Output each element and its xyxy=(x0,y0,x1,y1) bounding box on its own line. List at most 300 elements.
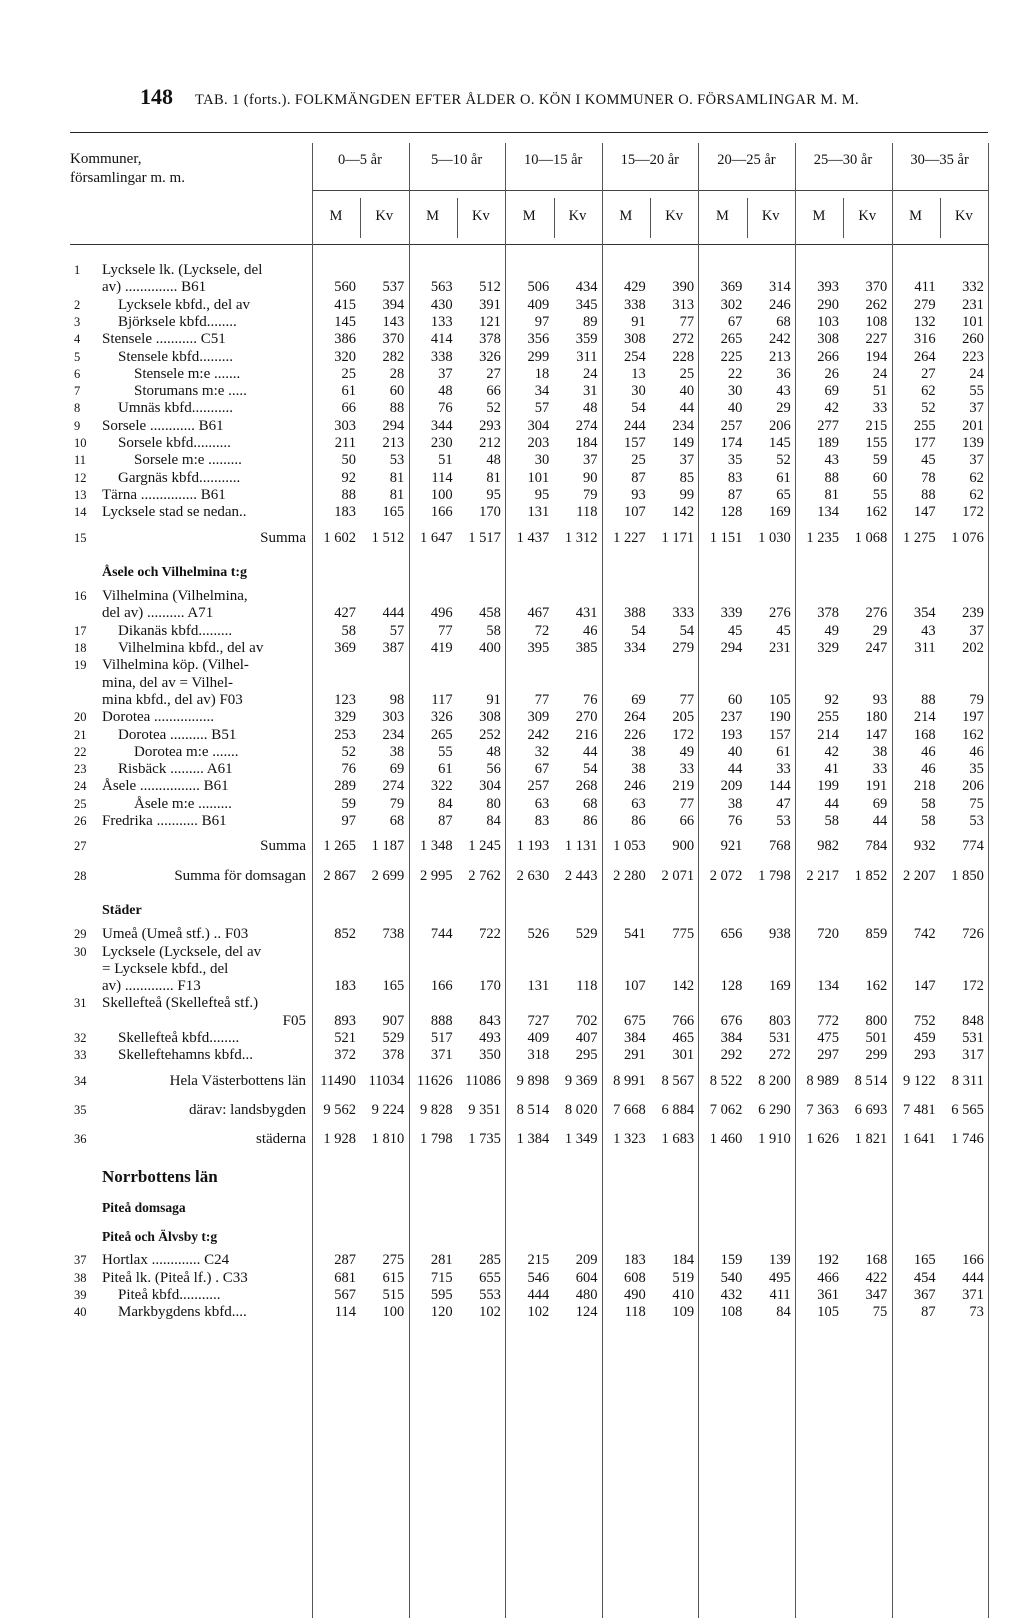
table-cell: 72 xyxy=(534,622,550,639)
table-cell: 79 xyxy=(583,486,598,503)
table-cell: 1 235 xyxy=(806,529,839,546)
table-cell: 180 xyxy=(865,709,888,726)
table-cell: 339 xyxy=(720,605,743,622)
table-cell: 308 xyxy=(624,331,646,348)
table-cell: 47 xyxy=(776,795,791,812)
row-label: Tärna ............... B61 xyxy=(102,486,226,503)
section-heading: Städer xyxy=(102,902,142,918)
table-cell: 265 xyxy=(430,726,453,743)
table-cell: 134 xyxy=(817,978,839,995)
table-cell: 287 xyxy=(334,1252,356,1269)
table-cell: 888 xyxy=(430,1012,453,1029)
table-cell: 168 xyxy=(865,1252,888,1269)
table-cell: 62 xyxy=(921,383,936,400)
table-cell: 266 xyxy=(817,348,839,365)
line-number: 4 xyxy=(74,332,81,347)
line-number: 34 xyxy=(74,1073,87,1088)
table-cell: 274 xyxy=(382,778,405,795)
table-cell: 86 xyxy=(583,813,598,829)
table-cell: 53 xyxy=(389,452,405,469)
table-cell: 33 xyxy=(679,761,695,778)
table-cell: 162 xyxy=(865,978,888,995)
table-cell: 2 867 xyxy=(323,867,356,884)
table-cell: 281 xyxy=(430,1252,453,1269)
table-cell: 147 xyxy=(865,726,888,743)
table-cell: 95 xyxy=(486,486,501,503)
table-cell: 45 xyxy=(921,452,936,469)
table-cell: 537 xyxy=(382,279,405,296)
line-number: 19 xyxy=(74,658,87,673)
sex-header: Kv xyxy=(665,208,683,224)
table-cell: 55 xyxy=(872,486,888,503)
line-number: 20 xyxy=(74,710,87,725)
table-cell: 56 xyxy=(486,761,501,778)
line-number: 29 xyxy=(74,927,87,942)
table-cell: 231 xyxy=(768,640,791,656)
table-cell: 893 xyxy=(334,1012,356,1029)
table-cell: 183 xyxy=(624,1252,646,1269)
table-cell: 223 xyxy=(962,348,984,365)
table-cell: 35 xyxy=(727,452,743,469)
table-cell: 168 xyxy=(913,726,936,743)
table-cell: 172 xyxy=(672,726,695,743)
sub-heading: Piteå och Älvsby t:g xyxy=(102,1229,218,1245)
table-cell: 274 xyxy=(575,417,598,434)
line-number: 23 xyxy=(74,762,87,777)
top-rule xyxy=(70,132,988,133)
table-cell: 302 xyxy=(720,296,743,313)
table-cell: 166 xyxy=(430,504,453,521)
table-cell: 76 xyxy=(583,691,598,708)
table-cell: 282 xyxy=(382,348,405,365)
table-cell: 128 xyxy=(720,504,743,521)
table-cell: 48 xyxy=(486,452,501,469)
table-cell: 720 xyxy=(817,926,839,943)
table-cell: 218 xyxy=(913,778,936,795)
table-cell: 118 xyxy=(576,978,598,995)
table-cell: 149 xyxy=(672,435,695,451)
table-cell: 9 224 xyxy=(371,1101,405,1118)
table-cell: 1 245 xyxy=(468,838,501,855)
table-cell: 69 xyxy=(824,383,839,400)
table-cell: 30 xyxy=(727,383,743,400)
table-cell: 303 xyxy=(334,417,356,434)
table-cell: 400 xyxy=(479,640,501,656)
table-cell: 356 xyxy=(527,331,550,348)
table-cell: 1 227 xyxy=(613,529,646,546)
table-cell: 75 xyxy=(872,1304,888,1321)
table-cell: 81 xyxy=(824,486,839,503)
table-cell: 108 xyxy=(865,313,888,330)
table-cell: 44 xyxy=(872,813,888,829)
table-cell: 93 xyxy=(872,691,888,708)
table-cell: 540 xyxy=(720,1269,743,1286)
table-cell: 53 xyxy=(969,813,984,829)
table-cell: 726 xyxy=(962,926,984,943)
table-cell: 244 xyxy=(624,417,646,434)
table-cell: 722 xyxy=(479,926,501,943)
table-cell: 211 xyxy=(334,435,356,451)
table-cell: 143 xyxy=(382,313,405,330)
table-cell: 68 xyxy=(389,813,405,829)
table-cell: 55 xyxy=(969,383,984,400)
table-cell: 290 xyxy=(817,296,839,313)
table-cell: 228 xyxy=(672,348,695,365)
table-cell: 98 xyxy=(389,691,405,708)
table-cell: 66 xyxy=(679,813,695,829)
table-cell: 900 xyxy=(672,838,695,855)
table-cell: 69 xyxy=(389,761,405,778)
table-cell: 702 xyxy=(575,1012,598,1029)
row-label: Åsele ................ B61 xyxy=(102,778,229,795)
table-cell: 409 xyxy=(527,1030,550,1046)
table-cell: 157 xyxy=(624,435,646,451)
line-number: 32 xyxy=(74,1031,87,1045)
table-cell: 63 xyxy=(534,795,550,812)
table-cell: 9 122 xyxy=(902,1072,936,1089)
table-cell: 675 xyxy=(624,1012,646,1029)
table-cell: 848 xyxy=(962,1012,984,1029)
table-cell: 46 xyxy=(969,743,984,760)
table-cell: 1 193 xyxy=(516,838,550,855)
table-cell: 427 xyxy=(334,605,356,622)
table-cell: 61 xyxy=(776,743,791,760)
table-cell: 681 xyxy=(334,1269,356,1286)
table-cell: 517 xyxy=(430,1030,453,1046)
table-cell: 118 xyxy=(576,504,598,521)
table-cell: 170 xyxy=(479,504,501,521)
table-cell: 409 xyxy=(527,296,550,313)
table-cell: 541 xyxy=(624,926,646,943)
table-cell: 255 xyxy=(817,709,839,726)
header-rule xyxy=(70,244,988,245)
sex-header: M xyxy=(619,208,633,224)
table-cell: 444 xyxy=(962,1269,984,1286)
table-cell: 174 xyxy=(720,435,743,451)
table-cell: 230 xyxy=(430,435,453,451)
table-cell: 162 xyxy=(962,726,984,743)
table-cell: 277 xyxy=(817,417,839,434)
table-cell: 320 xyxy=(334,348,356,365)
table-cell: 43 xyxy=(921,622,936,639)
row-label: Vilhelmina kbfd., del av xyxy=(118,640,264,656)
table-cell: 67 xyxy=(534,761,550,778)
table-cell: 252 xyxy=(479,726,501,743)
row-label: av) ............. F13 xyxy=(102,978,201,995)
line-number: 13 xyxy=(74,487,87,502)
table-cell: 27 xyxy=(486,365,501,382)
line-number: 7 xyxy=(74,384,81,399)
table-cell: 61 xyxy=(438,761,453,778)
line-number: 14 xyxy=(74,505,87,520)
table-cell: 101 xyxy=(527,469,550,486)
table-cell: 77 xyxy=(438,622,453,639)
table-cell: 291 xyxy=(624,1047,646,1064)
table-cell: 49 xyxy=(824,622,839,639)
table-cell: 415 xyxy=(334,296,356,313)
table-cell: 162 xyxy=(865,504,888,521)
table-cell: 316 xyxy=(913,331,936,348)
table-cell: 52 xyxy=(921,400,936,417)
table-cell: 76 xyxy=(438,400,453,417)
table-cell: 8 991 xyxy=(613,1072,646,1089)
table-cell: 30 xyxy=(631,383,646,400)
sex-header: M xyxy=(909,208,923,224)
table-cell: 907 xyxy=(382,1012,405,1029)
line-number: 11 xyxy=(74,453,87,468)
sex-header: M xyxy=(812,208,826,224)
table-cell: 1 821 xyxy=(854,1131,888,1148)
age-group-header: 10—15 år xyxy=(523,152,583,168)
row-label: Skelleftehamns kbfd... xyxy=(118,1047,253,1064)
table-cell: 295 xyxy=(575,1047,598,1064)
table-cell: 9 369 xyxy=(564,1072,598,1089)
table-cell: 361 xyxy=(817,1287,839,1303)
table-cell: 8 514 xyxy=(516,1101,550,1118)
table-cell: 1 349 xyxy=(564,1131,598,1148)
table-cell: 265 xyxy=(720,331,743,348)
line-number: 30 xyxy=(74,944,87,959)
table-cell: 9 562 xyxy=(323,1101,356,1118)
table-cell: 372 xyxy=(334,1047,356,1064)
table-cell: 1 187 xyxy=(371,838,405,855)
table-cell: 1 852 xyxy=(854,867,888,884)
table-cell: 25 xyxy=(631,452,646,469)
table-cell: 66 xyxy=(341,400,356,417)
row-label: Fredrika ........... B61 xyxy=(102,813,227,829)
line-number: 12 xyxy=(74,470,87,485)
table-cell: 79 xyxy=(389,795,405,812)
table-cell: 515 xyxy=(382,1287,405,1303)
table-cell: 768 xyxy=(768,838,791,855)
row-label: Sorsele m:e ......... xyxy=(134,452,242,469)
section-heading: Åsele och Vilhelmina t:g xyxy=(102,564,248,580)
table-cell: 370 xyxy=(865,279,888,296)
table-cell: 58 xyxy=(921,795,936,812)
row-label: Skellefteå kbfd........ xyxy=(118,1030,240,1046)
table-cell: 38 xyxy=(727,795,743,812)
table-cell: 58 xyxy=(486,622,501,639)
table-cell: 411 xyxy=(914,279,936,296)
table-cell: 388 xyxy=(624,605,646,622)
sex-header: Kv xyxy=(955,208,973,224)
table-cell: 490 xyxy=(624,1287,646,1303)
table-cell: 144 xyxy=(768,778,791,795)
table-cell: 49 xyxy=(679,743,695,760)
table-cell: 2 699 xyxy=(371,867,405,884)
table-cell: 932 xyxy=(913,838,936,855)
table-cell: 2 217 xyxy=(806,867,839,884)
table-cell: 270 xyxy=(575,709,598,726)
row-label: av) .............. B61 xyxy=(102,279,207,296)
table-cell: 192 xyxy=(817,1252,839,1269)
table-cell: 359 xyxy=(575,331,598,348)
table-cell: 276 xyxy=(768,605,791,622)
table-cell: 11490 xyxy=(320,1072,356,1089)
table-cell: 68 xyxy=(776,313,791,330)
row-label: mina, del av = Vilhel- xyxy=(102,674,234,691)
row-label: Piteå lk. (Piteå lf.) . C33 xyxy=(102,1269,248,1286)
table-cell: 212 xyxy=(479,435,501,451)
row-label: Umeå (Umeå stf.) .. F03 xyxy=(102,926,249,943)
table-cell: 289 xyxy=(334,778,356,795)
table-cell: 59 xyxy=(341,795,356,812)
table-cell: 8 989 xyxy=(806,1072,839,1089)
table-cell: 1 460 xyxy=(709,1131,743,1148)
table-cell: 378 xyxy=(382,1047,405,1064)
line-number: 3 xyxy=(74,314,81,329)
table-cell: 83 xyxy=(534,813,550,829)
table-cell: 1 030 xyxy=(758,529,791,546)
table-cell: 297 xyxy=(817,1047,839,1064)
table-cell: 201 xyxy=(962,417,984,434)
line-number: 6 xyxy=(74,366,81,381)
table-cell: 77 xyxy=(679,691,695,708)
table-cell: 1 910 xyxy=(758,1131,791,1148)
row-label: Sorsele kbfd.......... xyxy=(118,435,231,451)
table-cell: 87 xyxy=(631,469,646,486)
table-cell: 803 xyxy=(768,1012,791,1029)
table-cell: 744 xyxy=(430,926,453,943)
table-cell: 50 xyxy=(341,452,356,469)
table-cell: 354 xyxy=(913,605,936,622)
table-cell: 655 xyxy=(479,1269,501,1286)
table-cell: 246 xyxy=(768,296,791,313)
table-cell: 495 xyxy=(768,1269,791,1286)
table-cell: 444 xyxy=(382,605,405,622)
line-number: 31 xyxy=(74,996,87,1011)
row-label: del av) .......... A71 xyxy=(102,605,214,622)
row-label: Risbäck ......... A61 xyxy=(118,761,233,778)
table-cell: 68 xyxy=(583,795,598,812)
table-cell: 268 xyxy=(575,778,598,795)
table-cell: 60 xyxy=(727,691,743,708)
table-cell: 371 xyxy=(430,1047,453,1064)
table-cell: 371 xyxy=(962,1287,984,1303)
table-cell: 52 xyxy=(486,400,501,417)
row-label: Summa för domsagan xyxy=(174,867,306,884)
table-cell: 124 xyxy=(575,1304,598,1321)
table-cell: 318 xyxy=(527,1047,550,1064)
table-cell: 1 517 xyxy=(468,529,501,546)
table-cell: 206 xyxy=(962,778,984,795)
table-cell: 22 xyxy=(727,365,743,382)
row-label: Skellefteå (Skellefteå stf.) xyxy=(102,995,259,1012)
table-cell: 43 xyxy=(776,383,791,400)
table-cell: 42 xyxy=(824,743,839,760)
page-title: TAB. 1 (forts.). FOLKMÄNGDEN EFTER ÅLDER O. KÖN I KOMMUNER O. FÖRSAMLINGAR M. M. xyxy=(195,92,860,108)
sex-header: M xyxy=(522,208,536,224)
table-cell: 109 xyxy=(672,1304,695,1321)
table-cell: 604 xyxy=(575,1269,598,1286)
table-cell: 2 072 xyxy=(709,867,743,884)
table-cell: 84 xyxy=(486,813,501,829)
table-cell: 2 071 xyxy=(661,867,695,884)
table-cell: 2 995 xyxy=(419,867,453,884)
table-cell: 9 351 xyxy=(468,1101,501,1118)
table-cell: 76 xyxy=(341,761,356,778)
table-cell: 46 xyxy=(583,622,598,639)
table-cell: 215 xyxy=(527,1252,550,1269)
table-cell: 938 xyxy=(768,926,791,943)
table-cell: 8 020 xyxy=(564,1101,598,1118)
row-label: mina kbfd., del av) F03 xyxy=(102,691,243,708)
table-cell: 9 828 xyxy=(419,1101,453,1118)
table-cell: 205 xyxy=(672,709,695,726)
table-cell: 57 xyxy=(534,400,550,417)
table-cell: 54 xyxy=(679,622,695,639)
line-number: 22 xyxy=(74,744,87,759)
table-cell: 44 xyxy=(583,743,598,760)
table-cell: 55 xyxy=(438,743,453,760)
table-cell: 44 xyxy=(824,795,839,812)
table-cell: 11626 xyxy=(416,1072,453,1089)
table-cell: 32 xyxy=(534,743,550,760)
table-cell: 84 xyxy=(776,1304,791,1321)
table-cell: 63 xyxy=(631,795,646,812)
table-cell: 79 xyxy=(969,691,984,708)
table-cell: 458 xyxy=(479,605,501,622)
table-cell: 75 xyxy=(969,795,984,812)
row-label: = Lycksele kbfd., del xyxy=(102,960,229,977)
table-cell: 67 xyxy=(727,313,743,330)
table-cell: 42 xyxy=(824,400,839,417)
table-cell: 387 xyxy=(382,640,405,656)
table-cell: 170 xyxy=(479,978,501,995)
age-group-header: 15—20 år xyxy=(620,152,679,168)
row-label: Vilhelmina (Vilhelmina, xyxy=(102,588,248,605)
table-cell: 465 xyxy=(672,1030,695,1046)
table-cell: 65 xyxy=(776,486,791,503)
table-cell: 99 xyxy=(679,486,695,503)
sex-header: Kv xyxy=(375,208,394,224)
table-cell: 1 928 xyxy=(323,1131,356,1148)
row-label: Hortlax ............. C24 xyxy=(102,1252,230,1269)
table-cell: 411 xyxy=(769,1287,791,1303)
table-cell: 529 xyxy=(575,926,598,943)
table-cell: 329 xyxy=(334,709,356,726)
line-number: 16 xyxy=(74,589,87,604)
table-cell: 852 xyxy=(334,926,356,943)
table-cell: 31 xyxy=(583,383,598,400)
table-cell: 560 xyxy=(334,279,356,296)
table-cell: 563 xyxy=(430,279,453,296)
table-cell: 1 626 xyxy=(806,1131,839,1148)
table-cell: 279 xyxy=(913,296,936,313)
table-cell: 6 693 xyxy=(854,1101,888,1118)
sex-header: Kv xyxy=(568,208,587,224)
table-cell: 727 xyxy=(527,1012,550,1029)
table-cell: 444 xyxy=(527,1287,550,1303)
table-cell: 225 xyxy=(720,348,743,365)
table-cell: 432 xyxy=(720,1287,743,1303)
table-cell: 257 xyxy=(720,417,743,434)
line-number: 36 xyxy=(74,1132,87,1147)
table-cell: 738 xyxy=(382,926,405,943)
table-cell: 37 xyxy=(583,452,598,469)
table-cell: 105 xyxy=(817,1304,839,1321)
table-cell: 105 xyxy=(768,691,791,708)
row-label: Dorotea m:e ....... xyxy=(134,743,239,760)
table-cell: 90 xyxy=(583,469,598,486)
table-cell: 429 xyxy=(624,279,646,296)
table-cell: 157 xyxy=(768,726,791,743)
line-number: 28 xyxy=(74,868,87,883)
table-cell: 369 xyxy=(334,640,356,656)
table-cell: 430 xyxy=(430,296,453,313)
table-cell: 54 xyxy=(631,622,646,639)
table-cell: 165 xyxy=(382,504,405,521)
